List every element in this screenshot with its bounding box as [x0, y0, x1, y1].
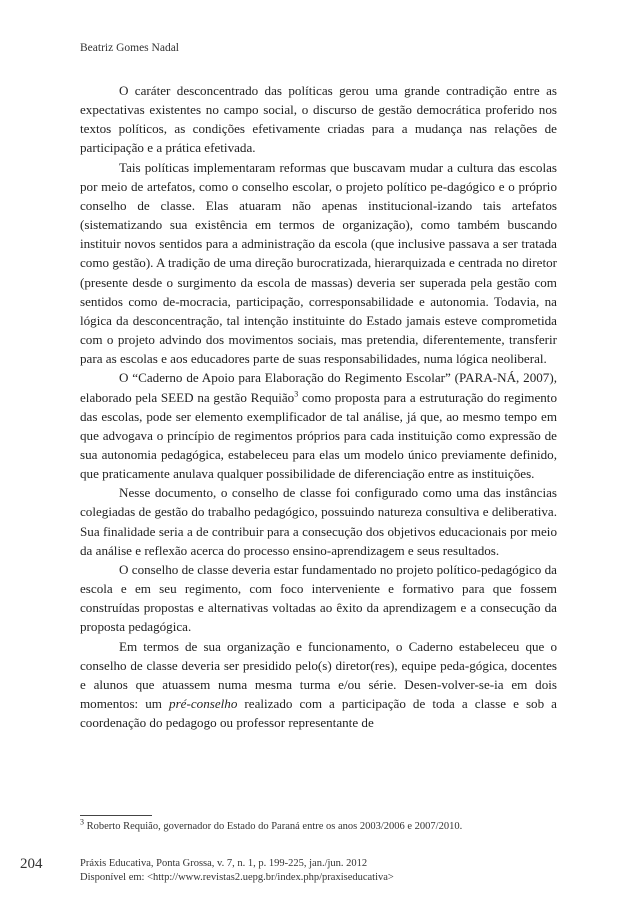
paragraph-2: Tais políticas implementaram reformas que buscavam mudar a cultura das escolas por meio de artefatos, como o conselho escolar, o projeto político pe-dagógico e o próprio conselho de classe. Elas atuaram não apenas institucional-izando tais artefatos (sistematizando sua existência em termos de organização), como também buscando instituir novos sentidos para a administração da escola (que inclusive passava a ser tratada como gestão). A tradição de uma direção burocratizada, hierarquizada e centrada no diretor (presente desde o surgimento da escola de massas) deveria ser superada pela gestão com sentidos como de-mocracia, participação, corresponsabilidade e autonomia. Todavia, na lógica da desconcentração, tal intenção instituinte do Estado jamais esteve comprometida com o projeto advindo dos movimentos sociais, mas pretendia, diferentemente, transferir para as escolas e aos educadores parte de suas responsabilidades, numa lógica neoliberal.: [80, 159, 557, 367]
footnote: [80, 817, 557, 833]
paragraph-3-text-a: O “Caderno de Apoio para Elaboração do Regimento Escolar” (PARA-NÁ, 2007), elaborado pela SEED na gestão Requião: [80, 370, 557, 405]
footnote-divider: [80, 815, 152, 816]
paragraph-6: [80, 637, 557, 733]
footnote-reference: 3: [294, 389, 299, 399]
paragraph-3: [80, 368, 557, 483]
paragraph-6-text-b: realizado com a participação de toda a classe e sob a coordenação do pedagogo ou professor representante de: [80, 696, 557, 731]
paragraph-3-text-b: como proposta para a estruturação do regimento das escolas, pode ser elemento exemplificador de tal análise, já que, ao mesmo tempo em que advogava o princípio de regimentos próprios para cada instituição como expressão de sua autonomia pedagógica, estabeleceu para elas um modelo único previamente definido, que praticamente anulava qualquer possibilidade de diferenciação entre as instituições.: [80, 389, 557, 482]
italic-term: pré-conselho: [169, 696, 238, 711]
journal-url: Disponível em: <http://www.revistas2.uepg.br/index.php/praxiseducativa>: [80, 872, 394, 883]
journal-info: [80, 857, 560, 885]
footnote-text: Roberto Requião, governador do Estado do Paraná entre os anos 2003/2006 e 2007/2010.: [84, 821, 463, 832]
paragraph-5: O conselho de classe deveria estar fundamentado no projeto político-pedagógico da escola e em seu regimento, com foco interveniente e formativo para que fossem construídas propostas e alternativas voltadas ao êxito da aprendizagem e a consecução da proposta pedagógica.: [80, 561, 557, 635]
journal-citation: Práxis Educativa, Ponta Grossa, v. 7, n. 1, p. 199-225, jan./jun. 2012: [80, 858, 368, 869]
paragraph-4: Nesse documento, o conselho de classe foi configurado como uma das instâncias colegiadas de gestão do trabalho pedagógico, possuindo natureza consultiva e deliberativa. Sua finalidade seria a de contribuir para a consecução dos objetivos educacionais por meio da análise e reflexão acerca do processo ensino-aprendizagem e seus resultados.: [80, 485, 557, 558]
page-number: 204: [20, 856, 43, 872]
paragraph-6-text-a: Em termos de sua organização e funcionamento, o Caderno estabeleceu que o conselho de classe deveria ser presidido pelo(s) diretor(res), equipe peda-gógica, docentes e alunos que atuassem numa mesma turma e/ou série. Desen-volver-se-ia em dois momentos: um: [80, 638, 557, 711]
running-head: Beatriz Gomes Nadal: [80, 42, 179, 54]
body-text: [80, 81, 557, 732]
paragraph-1: O caráter desconcentrado das políticas gerou uma grande contradição entre as expectativas existentes no campo social, o discurso de gestão democrática proferido nos textos políticos, as condições efetivamente criadas para a mudança nas relações de participação e a prática efetivada.: [80, 83, 557, 156]
footnote-mark: 3: [80, 817, 84, 827]
